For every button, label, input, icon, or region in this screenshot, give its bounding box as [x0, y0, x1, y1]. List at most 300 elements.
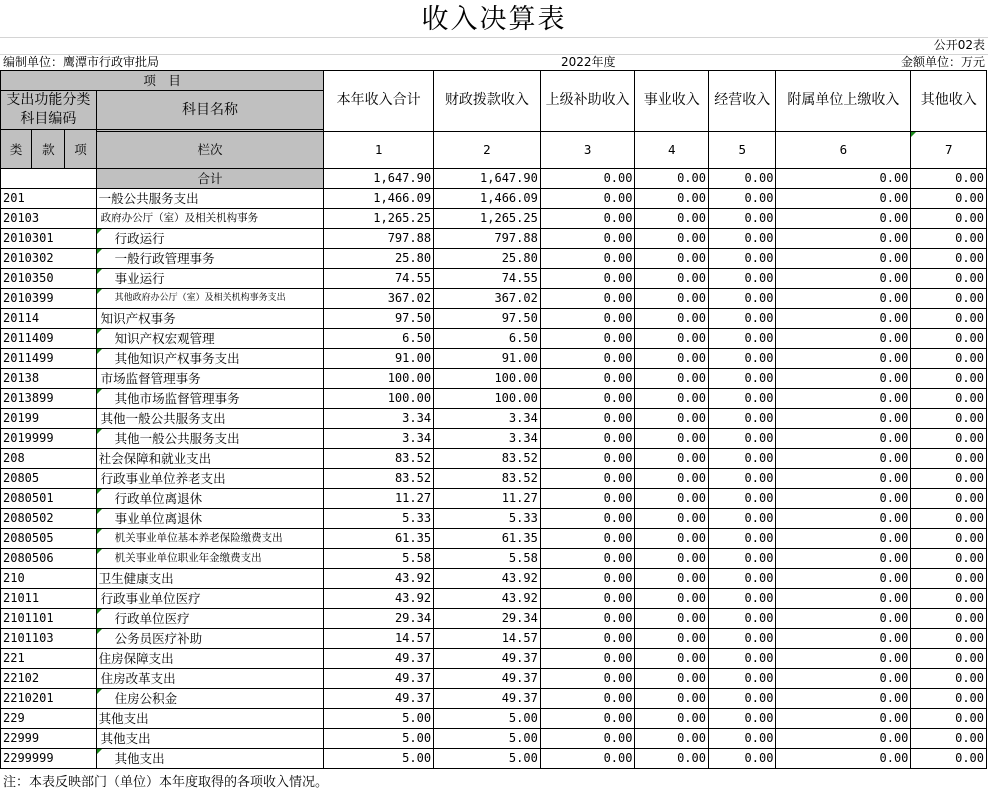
row-value: 0.00: [540, 569, 635, 589]
row-code: 221: [1, 649, 97, 669]
row-value: 5.00: [324, 749, 434, 769]
row-code: 20805: [1, 469, 97, 489]
row-value: 0.00: [776, 249, 911, 269]
row-value: 1,466.09: [434, 189, 541, 209]
row-name: 其他政府办公厅（室）及相关机构事务支出: [96, 289, 324, 309]
row-value: 0.00: [708, 689, 775, 709]
row-value: 1,265.25: [434, 209, 541, 229]
row-value: 0.00: [540, 389, 635, 409]
row-value: 0.00: [635, 289, 709, 309]
total-blank: [1, 169, 97, 189]
compiling-unit: 编制单位：鹰潭市行政审批局: [3, 55, 160, 69]
row-value: 6.50: [434, 329, 541, 349]
row-code: 2080506: [1, 549, 97, 569]
row-value: 0.00: [776, 669, 911, 689]
row-value: 0.00: [708, 329, 775, 349]
row-value: 3.34: [324, 429, 434, 449]
row-value: 1,265.25: [324, 209, 434, 229]
row-name: 行政单位离退休: [96, 489, 324, 509]
row-value: 0.00: [911, 489, 987, 509]
row-value: 43.92: [324, 569, 434, 589]
row-value: 0.00: [911, 649, 987, 669]
row-value: 0.00: [911, 189, 987, 209]
row-value: 0.00: [911, 329, 987, 349]
header-col-3: 上级补助收入: [540, 71, 635, 132]
table-row: [1, 709, 987, 729]
table-row: [1, 449, 987, 469]
row-name: 其他一般公共服务支出: [96, 409, 324, 429]
row-value: 0.00: [635, 569, 709, 589]
form-number: 公开02表: [933, 38, 985, 52]
row-value: 0.00: [540, 309, 635, 329]
row-value: 25.80: [324, 249, 434, 269]
table-row: [1, 749, 987, 769]
row-name: 行政单位医疗: [96, 609, 324, 629]
row-code: 2013899: [1, 389, 97, 409]
row-value: 0.00: [708, 289, 775, 309]
total-value: 0.00: [540, 169, 635, 189]
row-name: 卫生健康支出: [96, 569, 324, 589]
row-code: 2080502: [1, 509, 97, 529]
total-label: 合计: [96, 169, 324, 189]
row-value: 3.34: [324, 409, 434, 429]
row-value: 0.00: [635, 509, 709, 529]
row-value: 0.00: [708, 649, 775, 669]
row-value: 0.00: [708, 429, 775, 449]
row-value: 74.55: [434, 269, 541, 289]
row-value: 0.00: [540, 229, 635, 249]
row-value: 0.00: [540, 429, 635, 449]
row-value: 0.00: [776, 349, 911, 369]
row-value: 0.00: [776, 749, 911, 769]
row-value: 0.00: [635, 729, 709, 749]
row-value: 797.88: [434, 229, 541, 249]
header-col-1: 本年收入合计: [324, 71, 434, 132]
row-value: 0.00: [708, 749, 775, 769]
row-value: 5.33: [434, 509, 541, 529]
row-value: 0.00: [708, 229, 775, 249]
row-value: 0.00: [776, 729, 911, 749]
row-value: 0.00: [708, 529, 775, 549]
row-value: 0.00: [776, 329, 911, 349]
row-value: 0.00: [708, 309, 775, 329]
table-row: [1, 229, 987, 249]
row-code: 2080501: [1, 489, 97, 509]
row-value: 0.00: [911, 469, 987, 489]
table-row: [1, 429, 987, 449]
row-value: 5.58: [434, 549, 541, 569]
header-col-2: 财政拨款收入: [434, 71, 541, 132]
row-code: 229: [1, 709, 97, 729]
row-value: 0.00: [911, 509, 987, 529]
row-name: 一般公共服务支出: [96, 189, 324, 209]
row-value: 0.00: [708, 209, 775, 229]
column-number-row: [1, 131, 987, 168]
row-value: 0.00: [635, 669, 709, 689]
row-value: 97.50: [434, 309, 541, 329]
header-name: 科目名称: [96, 91, 324, 130]
row-value: 43.92: [434, 589, 541, 609]
row-value: 0.00: [635, 349, 709, 369]
row-value: 5.00: [434, 729, 541, 749]
row-value: 367.02: [324, 289, 434, 309]
row-value: 0.00: [911, 209, 987, 229]
row-value: 0.00: [776, 489, 911, 509]
row-code: 2011499: [1, 349, 97, 369]
row-value: 0.00: [776, 209, 911, 229]
row-value: 0.00: [708, 709, 775, 729]
row-value: 0.00: [540, 289, 635, 309]
row-value: 0.00: [776, 629, 911, 649]
row-value: 0.00: [776, 269, 911, 289]
row-value: 61.35: [434, 529, 541, 549]
row-value: 0.00: [540, 409, 635, 429]
row-name: 其他市场监督管理事务: [96, 389, 324, 409]
row-value: 0.00: [635, 469, 709, 489]
table-row: [1, 569, 987, 589]
table-row: [1, 329, 987, 349]
row-value: 0.00: [776, 709, 911, 729]
row-code: 20199: [1, 409, 97, 429]
column-number: 6: [776, 131, 911, 168]
row-code: 2080505: [1, 529, 97, 549]
row-value: 49.37: [324, 689, 434, 709]
row-name: 住房公积金: [96, 689, 324, 709]
row-value: 0.00: [776, 689, 911, 709]
row-value: 0.00: [911, 349, 987, 369]
row-code: 22999: [1, 729, 97, 749]
row-value: 0.00: [911, 669, 987, 689]
row-value: 0.00: [911, 309, 987, 329]
row-value: 29.34: [324, 609, 434, 629]
column-number: 4: [635, 131, 709, 168]
table-row: [1, 209, 987, 229]
money-unit: 金额单位：万元: [900, 55, 985, 69]
row-value: 0.00: [708, 409, 775, 429]
column-number: 3: [540, 131, 635, 168]
header-col-5: 经营收入: [708, 71, 775, 132]
row-name: 其他支出: [96, 749, 324, 769]
row-value: 61.35: [324, 529, 434, 549]
table-row: [1, 269, 987, 289]
row-code: 210: [1, 569, 97, 589]
row-code: 201: [1, 189, 97, 209]
row-value: 0.00: [776, 369, 911, 389]
row-code: 208: [1, 449, 97, 469]
row-value: 5.00: [434, 749, 541, 769]
row-value: 0.00: [635, 369, 709, 389]
row-value: 14.57: [324, 629, 434, 649]
header-kuan: 款: [32, 130, 65, 169]
row-value: 100.00: [324, 389, 434, 409]
row-code: 22102: [1, 669, 97, 689]
row-value: 0.00: [911, 449, 987, 469]
row-name: 社会保障和就业支出: [96, 449, 324, 469]
row-code: 2101101: [1, 609, 97, 629]
row-value: 0.00: [708, 509, 775, 529]
row-value: 5.00: [324, 729, 434, 749]
table-row: [1, 509, 987, 529]
column-number: 1: [324, 131, 434, 168]
table-row: [1, 549, 987, 569]
row-code: 2210201: [1, 689, 97, 709]
row-value: 0.00: [776, 509, 911, 529]
row-name: 知识产权宏观管理: [96, 329, 324, 349]
header-code-group: 支出功能分类科目编码: [1, 91, 97, 130]
row-value: 0.00: [540, 369, 635, 389]
row-value: 0.00: [776, 389, 911, 409]
row-value: 0.00: [635, 329, 709, 349]
row-value: 0.00: [540, 489, 635, 509]
row-value: 0.00: [540, 749, 635, 769]
total-value: 0.00: [911, 169, 987, 189]
row-code: 20103: [1, 209, 97, 229]
row-value: 0.00: [776, 189, 911, 209]
row-value: 6.50: [324, 329, 434, 349]
row-name: 机关事业单位职业年金缴费支出: [96, 549, 324, 569]
header-item: 项 目: [1, 71, 324, 91]
row-value: 0.00: [635, 229, 709, 249]
table-row: [1, 409, 987, 429]
row-name: 政府办公厅（室）及相关机构事务: [96, 209, 324, 229]
header-col-4: 事业收入: [635, 71, 709, 132]
row-value: 0.00: [911, 369, 987, 389]
row-code: 20138: [1, 369, 97, 389]
row-value: 0.00: [635, 709, 709, 729]
row-value: 74.55: [324, 269, 434, 289]
row-name: 行政运行: [96, 229, 324, 249]
row-code: 2019999: [1, 429, 97, 449]
row-value: 0.00: [911, 249, 987, 269]
row-value: 100.00: [324, 369, 434, 389]
row-value: 0.00: [911, 729, 987, 749]
row-value: 5.00: [324, 709, 434, 729]
table-row: [1, 469, 987, 489]
table-row: [1, 629, 987, 649]
table-row: [1, 689, 987, 709]
row-value: 0.00: [540, 209, 635, 229]
row-value: 0.00: [635, 609, 709, 629]
row-value: 0.00: [776, 609, 911, 629]
row-value: 0.00: [776, 649, 911, 669]
row-value: 0.00: [540, 269, 635, 289]
row-value: 0.00: [911, 529, 987, 549]
row-value: 0.00: [708, 469, 775, 489]
row-value: 0.00: [540, 629, 635, 649]
row-value: 49.37: [434, 649, 541, 669]
row-value: 0.00: [776, 589, 911, 609]
row-value: 0.00: [635, 189, 709, 209]
row-value: 0.00: [635, 489, 709, 509]
row-code: 2011409: [1, 329, 97, 349]
row-value: 0.00: [540, 249, 635, 269]
table-row: [1, 309, 987, 329]
row-value: 83.52: [324, 469, 434, 489]
row-name: 行政事业单位养老支出: [96, 469, 324, 489]
row-value: 0.00: [540, 189, 635, 209]
row-value: 0.00: [540, 669, 635, 689]
header-col-6: 附属单位上缴收入: [776, 71, 911, 132]
row-value: 0.00: [776, 469, 911, 489]
row-value: 0.00: [635, 249, 709, 269]
table-row: [1, 669, 987, 689]
row-value: 83.52: [434, 449, 541, 469]
row-value: 0.00: [708, 549, 775, 569]
row-code: 2010399: [1, 289, 97, 309]
table-row: [1, 589, 987, 609]
total-value: 0.00: [635, 169, 709, 189]
row-name: 其他支出: [96, 709, 324, 729]
table-row: [1, 369, 987, 389]
row-code: 2010301: [1, 229, 97, 249]
row-value: 0.00: [911, 429, 987, 449]
row-value: 83.52: [324, 449, 434, 469]
row-value: 0.00: [708, 189, 775, 209]
row-value: 0.00: [911, 409, 987, 429]
row-name: 一般行政管理事务: [96, 249, 324, 269]
table-row: [1, 529, 987, 549]
row-value: 49.37: [434, 689, 541, 709]
row-value: 83.52: [434, 469, 541, 489]
row-name: 其他一般公共服务支出: [96, 429, 324, 449]
row-value: 0.00: [911, 289, 987, 309]
row-value: 0.00: [708, 729, 775, 749]
row-value: 5.58: [324, 549, 434, 569]
row-value: 0.00: [708, 269, 775, 289]
row-value: 97.50: [324, 309, 434, 329]
row-value: 11.27: [324, 489, 434, 509]
row-value: 0.00: [540, 689, 635, 709]
page-title: 收入决算表: [421, 4, 567, 35]
row-value: 25.80: [434, 249, 541, 269]
row-value: 49.37: [324, 669, 434, 689]
column-number: 2: [434, 131, 541, 168]
row-value: 1,466.09: [324, 189, 434, 209]
header-col-7: 其他收入: [911, 71, 987, 132]
row-value: 0.00: [911, 229, 987, 249]
row-value: 0.00: [635, 589, 709, 609]
row-code: 2010350: [1, 269, 97, 289]
row-value: 0.00: [540, 649, 635, 669]
row-value: 0.00: [911, 609, 987, 629]
row-value: 0.00: [911, 549, 987, 569]
row-code: 2299999: [1, 749, 97, 769]
row-value: 0.00: [635, 689, 709, 709]
row-value: 49.37: [434, 669, 541, 689]
row-value: 0.00: [635, 429, 709, 449]
row-value: 0.00: [911, 709, 987, 729]
row-value: 0.00: [708, 389, 775, 409]
footnote: 注：本表反映部门（单位）本年度取得的各项收入情况。: [3, 775, 329, 790]
total-value: 0.00: [776, 169, 911, 189]
row-code: 20114: [1, 309, 97, 329]
row-value: 14.57: [434, 629, 541, 649]
row-value: 0.00: [635, 749, 709, 769]
row-value: 0.00: [776, 569, 911, 589]
row-value: 0.00: [635, 649, 709, 669]
row-value: 0.00: [708, 589, 775, 609]
row-value: 0.00: [911, 589, 987, 609]
row-name: 住房改革支出: [96, 669, 324, 689]
row-value: 0.00: [540, 449, 635, 469]
row-value: 0.00: [708, 449, 775, 469]
table-row: [1, 249, 987, 269]
row-value: 91.00: [324, 349, 434, 369]
column-number: 5: [708, 131, 775, 168]
total-value: 1,647.90: [324, 169, 434, 189]
row-value: 0.00: [708, 369, 775, 389]
row-name: 行政事业单位医疗: [96, 589, 324, 609]
row-value: 0.00: [635, 549, 709, 569]
row-value: 0.00: [708, 669, 775, 689]
table-row: [1, 349, 987, 369]
row-value: 0.00: [635, 529, 709, 549]
column-number: 7: [911, 131, 987, 168]
total-value: 1,647.90: [434, 169, 541, 189]
row-value: 0.00: [911, 749, 987, 769]
row-value: 0.00: [776, 229, 911, 249]
row-value: 0.00: [708, 609, 775, 629]
total-value: 0.00: [708, 169, 775, 189]
table-row: [1, 389, 987, 409]
row-name: 其他知识产权事务支出: [96, 349, 324, 369]
row-value: 0.00: [911, 569, 987, 589]
fiscal-year: 2022年度: [561, 55, 616, 69]
row-value: 3.34: [434, 409, 541, 429]
header-xiang: 项: [65, 130, 96, 169]
row-value: 91.00: [434, 349, 541, 369]
row-value: 0.00: [635, 629, 709, 649]
row-name: 住房保障支出: [96, 649, 324, 669]
row-value: 0.00: [708, 349, 775, 369]
table-row: [1, 289, 987, 309]
row-value: 5.00: [434, 709, 541, 729]
row-value: 0.00: [635, 269, 709, 289]
row-value: 0.00: [776, 429, 911, 449]
row-value: 0.00: [635, 309, 709, 329]
row-value: 0.00: [911, 389, 987, 409]
row-name: 其他支出: [96, 729, 324, 749]
row-value: 43.92: [434, 569, 541, 589]
table-row: [1, 609, 987, 629]
row-name: 机关事业单位基本养老保险缴费支出: [96, 529, 324, 549]
row-code: 2101103: [1, 629, 97, 649]
row-value: 0.00: [776, 409, 911, 429]
row-code: 2010302: [1, 249, 97, 269]
row-value: 0.00: [776, 289, 911, 309]
header-lei: 类: [1, 130, 32, 169]
row-value: 0.00: [776, 529, 911, 549]
row-value: 0.00: [540, 349, 635, 369]
table-row: [1, 189, 987, 209]
row-value: 0.00: [635, 449, 709, 469]
row-value: 0.00: [911, 689, 987, 709]
row-name: 事业单位离退休: [96, 509, 324, 529]
row-value: 3.34: [434, 429, 541, 449]
table-row: [1, 489, 987, 509]
header-row-1: [1, 71, 987, 91]
row-value: 0.00: [540, 509, 635, 529]
row-value: 29.34: [434, 609, 541, 629]
row-value: 0.00: [540, 709, 635, 729]
row-value: 367.02: [434, 289, 541, 309]
row-name: 知识产权事务: [96, 309, 324, 329]
row-value: 0.00: [911, 629, 987, 649]
row-value: 0.00: [776, 549, 911, 569]
row-name: 事业运行: [96, 269, 324, 289]
row-value: 43.92: [324, 589, 434, 609]
row-value: 0.00: [540, 549, 635, 569]
